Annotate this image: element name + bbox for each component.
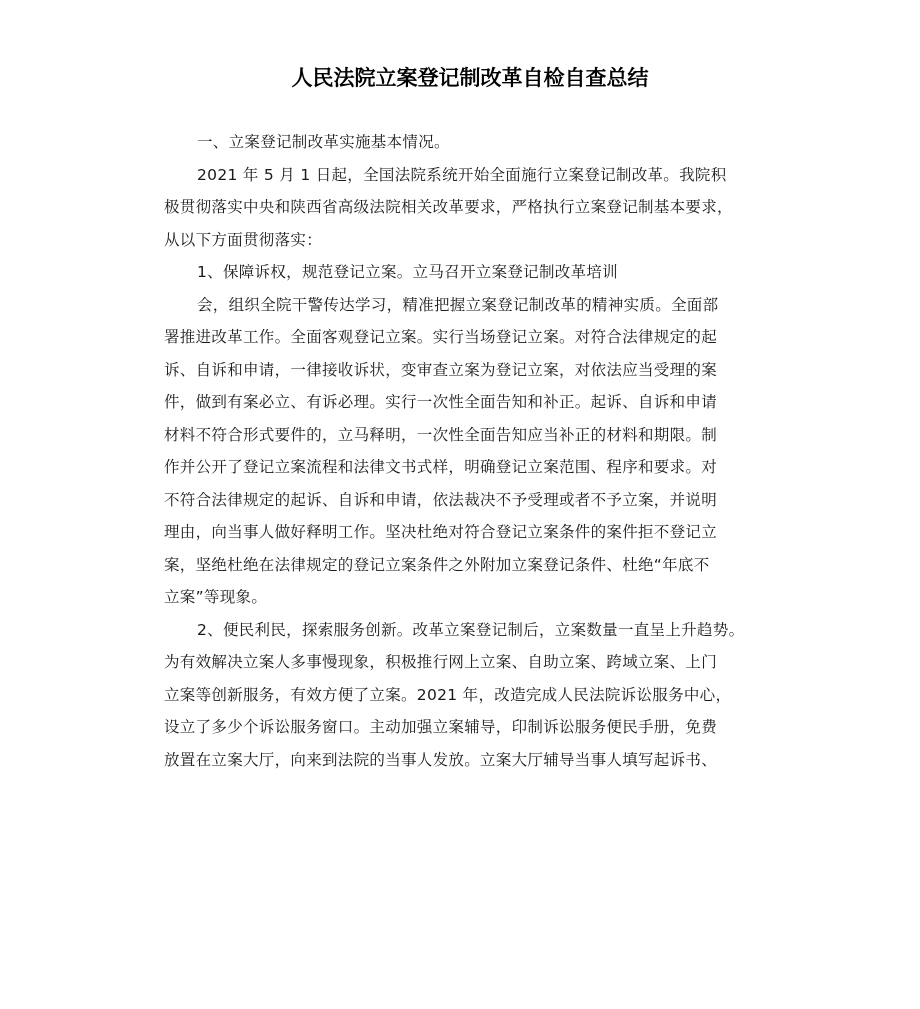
paragraph-line: 2021 年 5 月 1 日起，全国法院系统开始全面施行立案登记制改革。我院积 bbox=[197, 165, 727, 184]
paragraph-line: 作并公开了登记立案流程和法律文书式样，明确登记立案范围、程序和要求。对 bbox=[164, 458, 718, 476]
paragraph-line: 不符合法律规定的起诉、自诉和申请，依法裁决不予受理或者不予立案，并说明 bbox=[164, 490, 718, 509]
paragraph-line: 案，坚绝杜绝在法律规定的登记立案条件之外附加立案登记条件、杜绝“年底不 bbox=[164, 555, 710, 574]
paragraph-line: 2、便民利民，探索服务创新。改革立案登记制后，立案数量一直呈上升趋势。 bbox=[197, 620, 745, 639]
paragraph-line: 极贯彻落实中央和陕西省高级法院相关改革要求，严格执行立案登记制基本要求， bbox=[164, 198, 733, 216]
paragraph-line: 从以下方面贯彻落实： bbox=[164, 230, 323, 249]
paragraph-line: 放置在立案大厅，向来到法院的当事人发放。立案大厅辅导当事人填写起诉书、 bbox=[164, 750, 718, 769]
paragraph-line: 诉、自诉和申请，一律接收诉状，变审查立案为登记立案，对依法应当受理的案 bbox=[164, 360, 718, 379]
paragraph-line: 立案”等现象。 bbox=[164, 588, 268, 606]
paragraph-line: 立案等创新服务，有效方便了立案。2021 年，改造完成人民法院诉讼服务中心， bbox=[164, 685, 732, 704]
paragraph-line: 1、保障诉权，规范登记立案。立马召开立案登记制改革培训 bbox=[197, 263, 618, 281]
paragraph-line: 署推进改革工作。全面客观登记立案。实行当场登记立案。对符合法律规定的起 bbox=[164, 328, 718, 346]
paragraph-line: 为有效解决立案人多事慢现象，积极推行网上立案、自助立案、跨域立案、上门 bbox=[164, 653, 718, 671]
paragraph-line: 件，做到有案必立、有诉必理。实行一次性全面告知和补正。起诉、自诉和申请 bbox=[164, 393, 718, 411]
document-body bbox=[164, 126, 764, 776]
section-heading: 一、立案登记制改革实施基本情况。 bbox=[197, 133, 450, 151]
paragraph-line: 材料不符合形式要件的，立马释明，一次性全面告知应当补正的材料和期限。制 bbox=[164, 425, 718, 444]
paragraph-line: 设立了多少个诉讼服务窗口。主动加强立案辅导，印制诉讼服务便民手册，免费 bbox=[164, 718, 718, 736]
document-title: 人民法院立案登记制改革自检自查总结 bbox=[291, 66, 649, 90]
paragraph-line: 理由，向当事人做好释明工作。坚决杜绝对符合登记立案条件的案件拒不登记立 bbox=[164, 523, 718, 541]
paragraph-line: 会，组织全院干警传达学习，精准把握立案登记制改革的精神实质。全面部 bbox=[197, 295, 719, 314]
